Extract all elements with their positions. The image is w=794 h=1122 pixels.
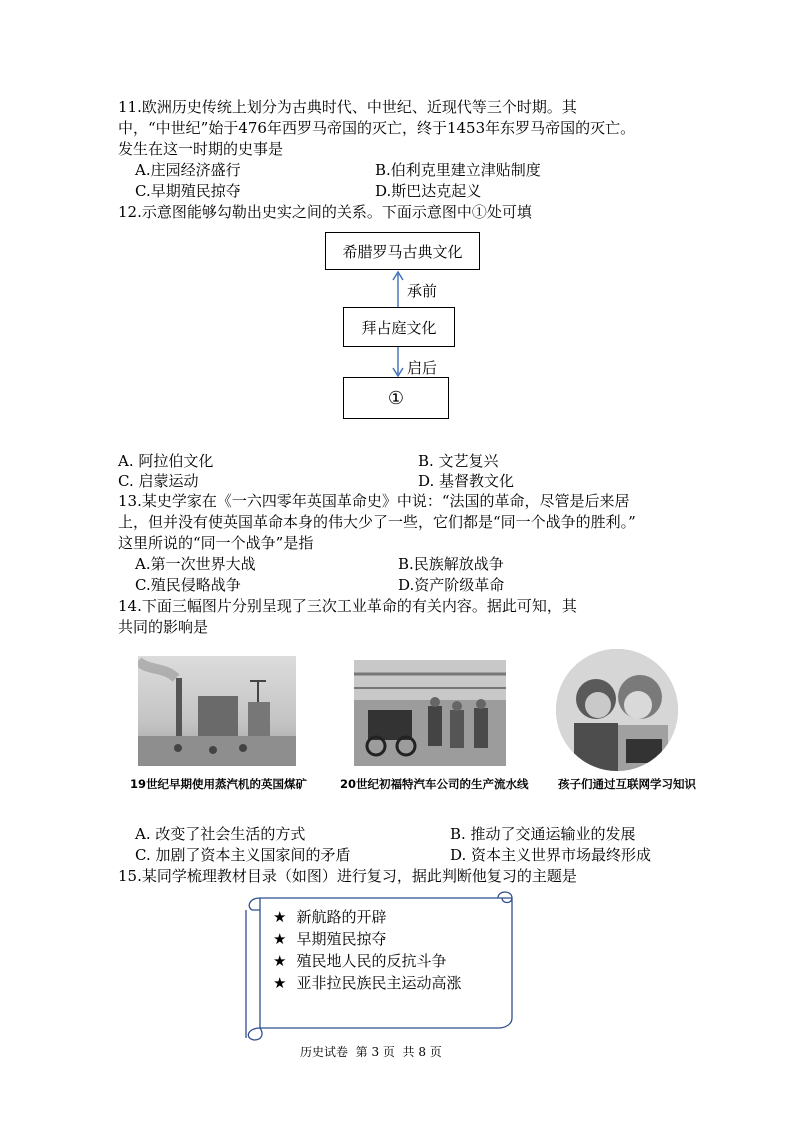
q12-option-c: C. 启蒙运动 [118,472,199,490]
star-icon: ★ [273,974,287,992]
page-footer: 历史试卷 第 3 页 共 8 页 [300,1045,442,1059]
star-icon: ★ [273,952,287,970]
q14-stem-line2: 共同的影响是 [118,618,209,636]
q15-stem: 15.某同学梳理教材目录（如图）进行复习，据此判断他复习的主题是 [118,867,577,885]
q13-stem-line2: 上，但并没有使英国革命本身的伟大少了一些，它们都是“同一个战争的胜利。” [118,513,636,531]
scroll-item-2-label: 早期殖民掠夺 [296,930,387,948]
scroll-item-4-label: 亚非拉民族民主运动高涨 [296,974,462,992]
star-icon: ★ [273,908,287,926]
q11-option-c: C.早期殖民掠夺 [135,182,241,200]
scroll-item-4 [273,972,461,993]
photo-coal-mine [138,656,296,766]
caption-ford-assembly-line: 20世纪初福特汽车公司的生产流水线 [340,777,529,791]
q12-stem: 12.示意图能够勾勒出史实之间的关系。下面示意图中①处可填 [118,203,532,221]
diagram-label-up: 承前 [407,282,438,300]
q13-stem-line3: 这里所说的“同一个战争”是指 [118,534,314,552]
caption-coal-mine: 19世纪早期使用蒸汽机的英国煤矿 [130,777,308,791]
q14-option-c: C. 加剧了资本主义国家间的矛盾 [135,846,351,864]
q14-option-d: D. 资本主义世界市场最终形成 [450,846,652,864]
q12-option-a: A. 阿拉伯文化 [118,452,214,470]
q13-option-b: B.民族解放战争 [398,555,504,573]
q11-option-d: D.斯巴达克起义 [375,182,482,200]
diagram-box-bottom: ① [343,377,449,419]
photo-ford-assembly-line [354,660,506,766]
scroll-item-3-label: 殖民地人民的反抗斗争 [296,952,447,970]
q11-option-a: A.庄园经济盛行 [135,161,241,179]
caption-children-internet: 孩子们通过互联网学习知识 [558,777,696,791]
q12-option-b: B. 文艺复兴 [418,452,499,470]
q13-stem-line1: 13.某史学家在《一六四零年英国革命史》中说：“法国的革命，尽管是后来居 [118,492,630,510]
star-icon: ★ [273,930,287,948]
q14-option-a: A. 改变了社会生活的方式 [135,825,306,843]
q14-option-b: B. 推动了交通运输业的发展 [450,825,636,843]
scroll-item-1-label: 新航路的开辟 [296,908,387,926]
q11-option-b: B.伯利克里建立津贴制度 [375,161,541,179]
photo-children-internet [556,649,678,771]
diagram-box-top: 希腊罗马古典文化 [325,232,480,270]
q13-option-c: C.殖民侵略战争 [135,576,241,594]
scroll-item-3 [273,950,446,971]
scroll-item-1 [273,906,386,927]
diagram-box-middle: 拜占庭文化 [343,307,455,347]
diagram-label-down: 启后 [407,359,438,377]
q11-stem-line1: 11.欧洲历史传统上划分为古典时代、中世纪、近现代等三个时期。其 [118,98,577,116]
q13-option-d: D.资产阶级革命 [398,576,505,594]
q13-option-a: A.第一次世界大战 [135,555,256,573]
q11-stem-line3: 发生在这一时期的史事是 [118,140,284,158]
scroll-item-2 [273,928,386,949]
q14-stem-line1: 14.下面三幅图片分别呈现了三次工业革命的有关内容。据此可知，其 [118,597,577,615]
q11-stem-line2: 中，“中世纪”始于476年西罗马帝国的灭亡，终于1453年东罗马帝国的灭亡。 [118,119,636,137]
q12-option-d: D. 基督教文化 [418,472,515,490]
